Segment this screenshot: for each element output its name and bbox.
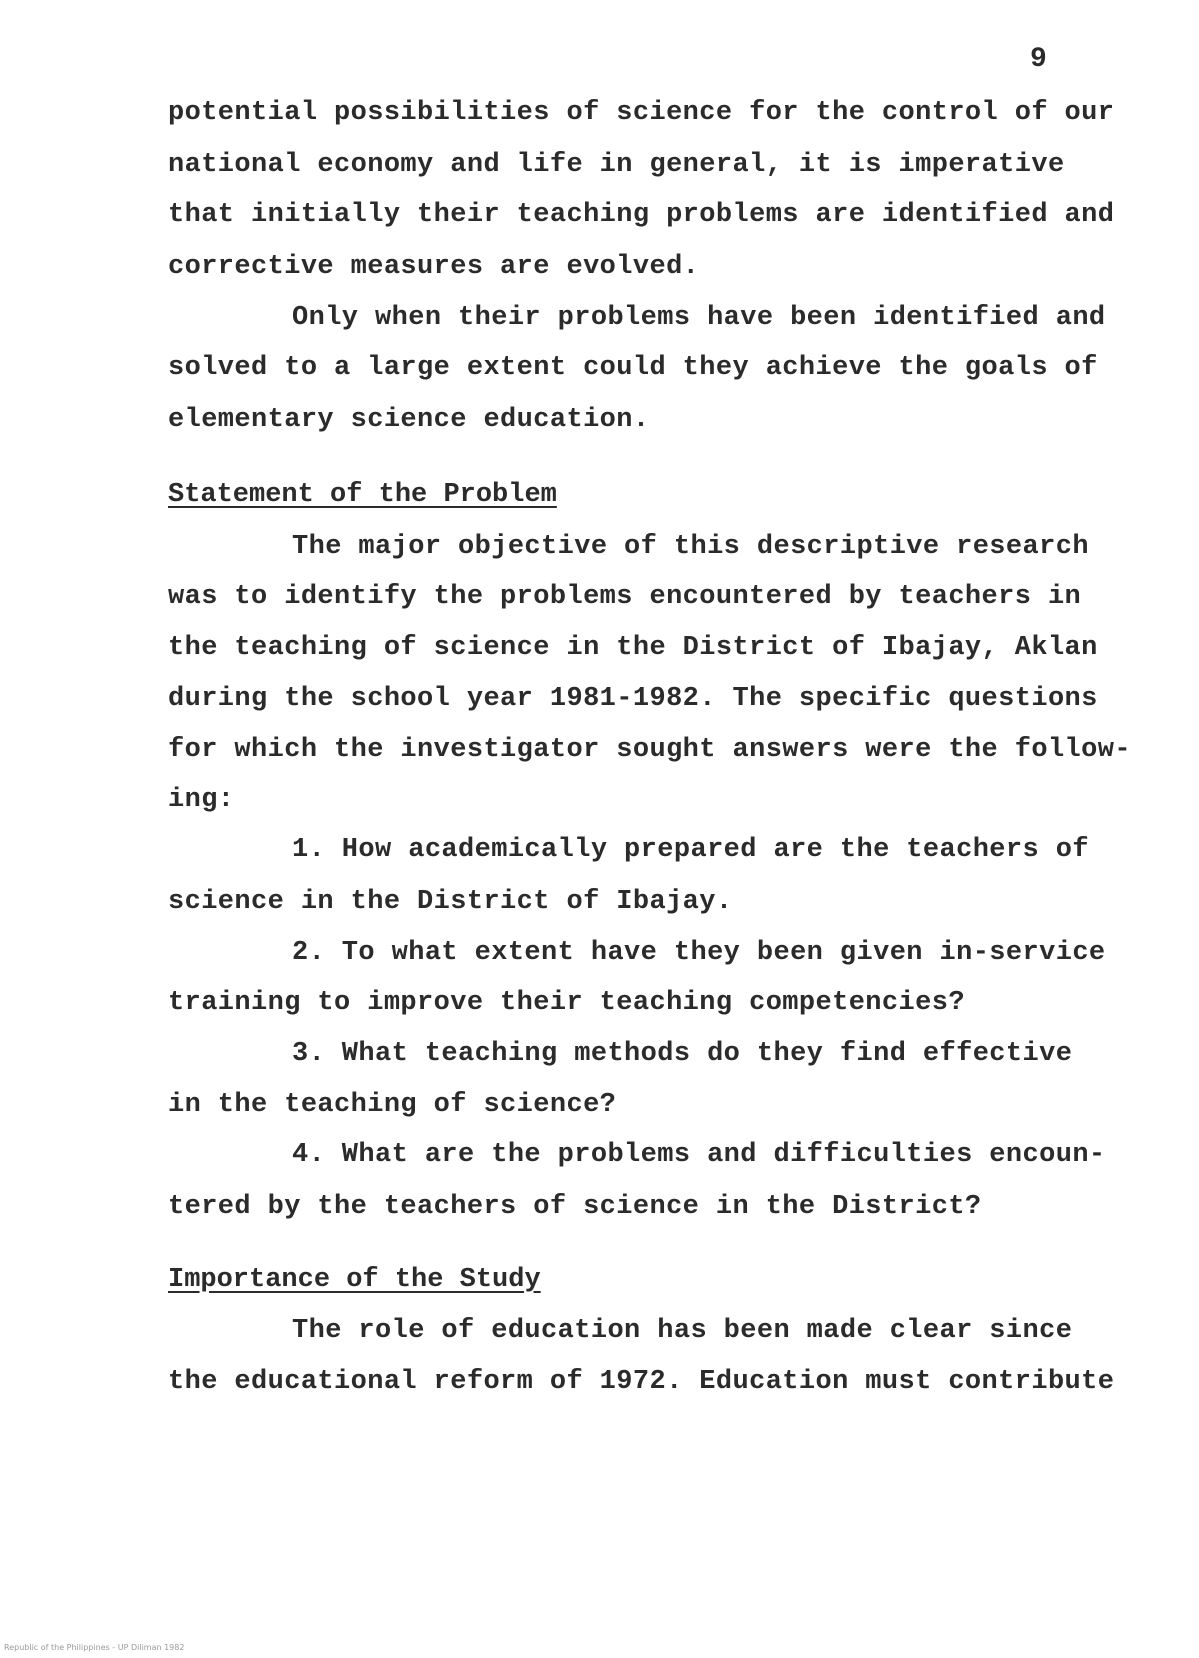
- intro-line: potential possibilities of science for the control of our: [168, 98, 1115, 128]
- statement-line: during the school year 1981-1982. The specific questions: [168, 684, 1098, 714]
- intro-line: corrective measures are evolved.: [168, 252, 700, 282]
- only-when-line: elementary science education.: [168, 405, 650, 435]
- only-when-line: solved to a large extent could they achieve the goals of: [168, 353, 1098, 383]
- section-heading-importance: Importance of the Study: [168, 1265, 541, 1295]
- statement-line: the teaching of science in the District of Ibajay, Aklan: [168, 633, 1098, 663]
- statement-line: ing:: [168, 785, 235, 815]
- statement-line: was to identify the problems encountered by teachers in: [168, 582, 1082, 612]
- question-2-line: 2. To what extent have they been given in-service: [292, 938, 1106, 968]
- question-1-line: 1. How academically prepared are the teachers of: [292, 835, 1089, 865]
- section-heading-statement: Statement of the Problem: [168, 480, 557, 510]
- statement-line: for which the investigator sought answers were the follow-: [168, 735, 1131, 765]
- intro-line: that initially their teaching problems are identified and: [168, 200, 1115, 230]
- question-1-line: science in the District of Ibajay.: [168, 887, 733, 917]
- question-2-line: training to improve their teaching competencies?: [168, 988, 965, 1018]
- question-4-line: tered by the teachers of science in the District?: [168, 1192, 982, 1222]
- only-when-line: Only when their problems have been identified and: [292, 303, 1106, 333]
- question-4-line: 4. What are the problems and difficulties encoun-: [292, 1140, 1106, 1170]
- importance-line: the educational reform of 1972. Education must contribute: [168, 1367, 1115, 1397]
- scan-footer-note: Republic of the Philippines - UP Diliman 1982: [4, 1643, 185, 1652]
- importance-line: The role of education has been made clear since: [292, 1316, 1073, 1346]
- intro-line: national economy and life in general, it is imperative: [168, 150, 1065, 180]
- question-3-line: in the teaching of science?: [168, 1090, 617, 1120]
- statement-line: The major objective of this descriptive research: [292, 532, 1089, 562]
- question-3-line: 3. What teaching methods do they find effective: [292, 1039, 1073, 1069]
- page-number: 9: [1030, 44, 1047, 75]
